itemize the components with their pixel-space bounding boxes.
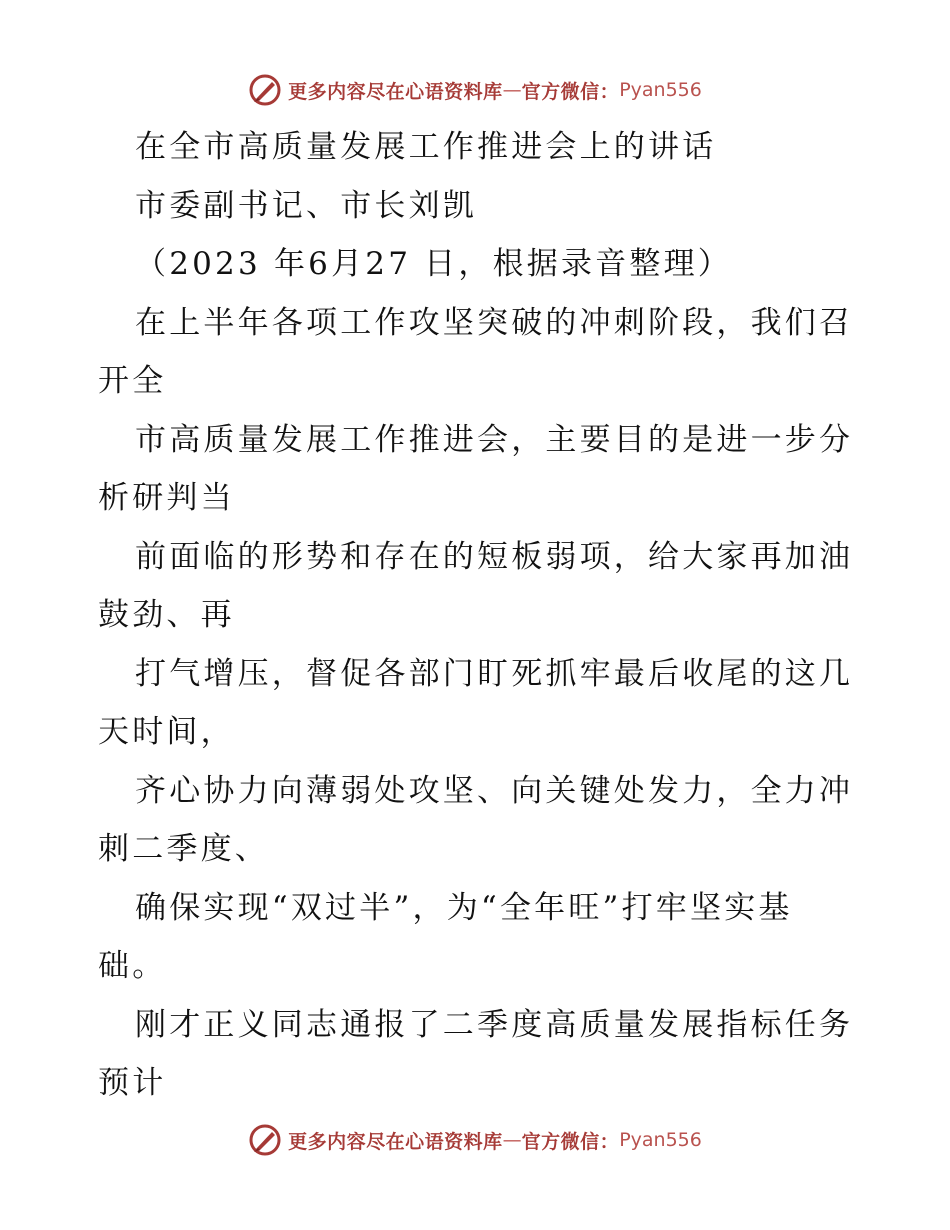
- text-line: 市委副书记、市长刘凯: [135, 187, 477, 224]
- watermark-wechat-id: Pyan556: [619, 1129, 702, 1151]
- watermark-wechat-label: 官方微信：: [521, 80, 620, 103]
- text-line: 打气增压，督促各部门盯死抓牢最后收尾的这几: [135, 655, 854, 692]
- text-line: 析研判当: [98, 480, 235, 516]
- watermark-separator: —: [502, 1129, 522, 1151]
- text-line: 在上半年各项工作攻坚突破的冲刺阶段，我们召: [135, 304, 854, 341]
- watermark-separator: —: [502, 79, 522, 101]
- header-watermark: [0, 70, 950, 110]
- text-line: 础。: [98, 948, 167, 984]
- watermark-text: 更多内容尽在心语资料库: [288, 1130, 503, 1153]
- text-line: 天时间，: [98, 714, 235, 750]
- text-line: 刺二季度、: [98, 831, 269, 867]
- text-line: 前面临的形势和存在的短板弱项，给大家再加油: [135, 538, 854, 575]
- text-line: （2023 年6月27 日，根据录音整理）: [135, 246, 732, 282]
- red-quill-logo-icon: [248, 1123, 282, 1157]
- text-line: 鼓劲、再: [98, 597, 235, 633]
- text-line: 开全: [98, 363, 167, 399]
- footer-watermark: [0, 1120, 950, 1160]
- red-quill-logo-icon: [248, 73, 282, 107]
- text-line: 确保实现“双过半”，为“全年旺”打牢坚实基: [135, 889, 793, 926]
- text-line: 在全市高质量发展工作推进会上的讲话: [135, 129, 717, 165]
- text-line: 刚才正义同志通报了二季度高质量发展指标任务: [135, 1006, 854, 1043]
- text-line: 齐心协力向薄弱处攻坚、向关键处发力，全力冲: [135, 772, 854, 809]
- document-body: [98, 118, 858, 1113]
- text-line: 市高质量发展工作推进会，主要目的是进一步分: [135, 421, 854, 458]
- watermark-text: 更多内容尽在心语资料库: [288, 80, 503, 103]
- watermark-wechat-id: Pyan556: [619, 79, 702, 101]
- text-line: 预计: [98, 1065, 167, 1101]
- watermark-wechat-label: 官方微信：: [521, 1130, 620, 1153]
